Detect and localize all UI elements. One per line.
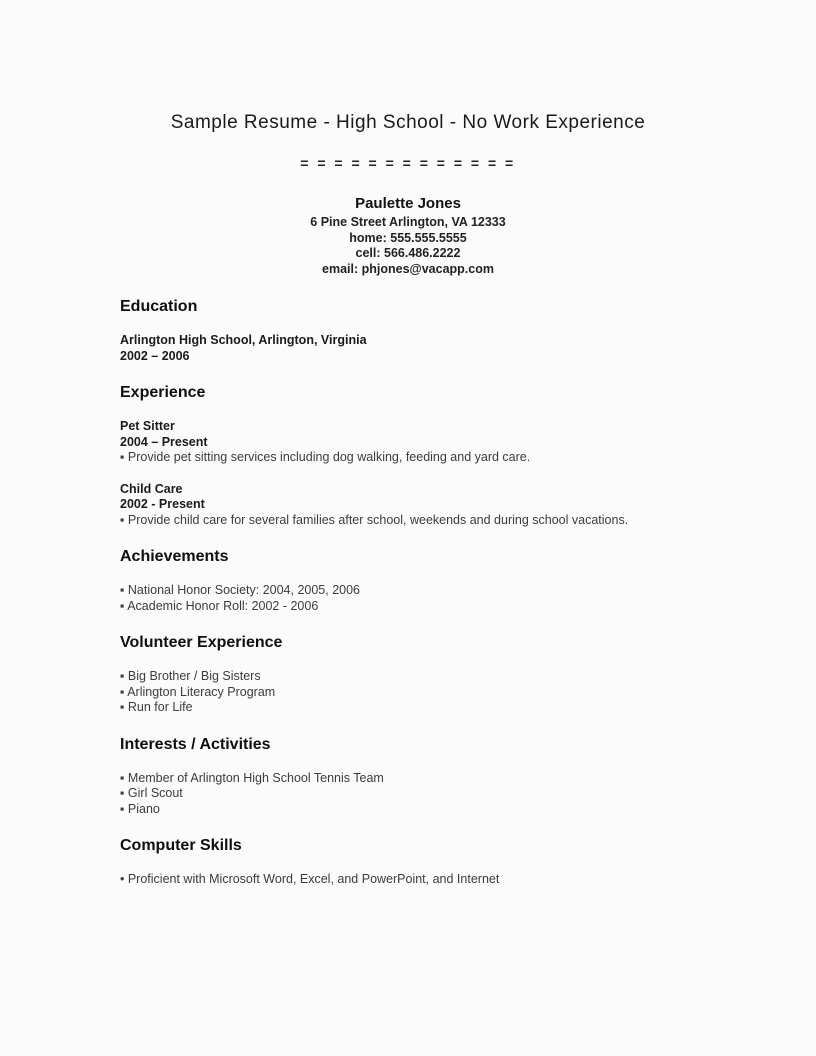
contact-block <box>0 195 816 277</box>
interest-item: ▪ Girl Scout <box>120 786 183 800</box>
contact-cell-phone: cell: 566.486.2222 <box>355 246 461 260</box>
job-bullet: ▪ Provide pet sitting services including dog walking, feeding and yard care. <box>120 450 531 464</box>
interest-item: ▪ Member of Arlington High School Tennis Team <box>120 770 384 785</box>
equals-divider: = = = = = = = = = = = = = <box>300 155 516 171</box>
education-entry <box>120 333 696 364</box>
achievements-list <box>120 583 696 614</box>
interest-item: ▪ Piano <box>120 801 160 816</box>
section-interests <box>120 736 696 818</box>
achievement-item: ▪ Academic Honor Roll: 2002 - 2006 <box>120 598 319 613</box>
job-entry <box>120 419 696 466</box>
resume-body <box>0 298 816 888</box>
section-computer-skills <box>120 837 696 888</box>
volunteer-item: ▪ Arlington Literacy Program <box>120 684 276 699</box>
achievement-item: ▪ National Honor Society: 2004, 2005, 2006 <box>120 583 361 597</box>
job-title: Pet Sitter <box>120 419 175 433</box>
job-dates: 2004 – Present <box>120 434 208 449</box>
volunteer-list <box>120 669 696 716</box>
contact-email: email: phjones@vacapp.com <box>322 261 494 276</box>
section-heading-education: Education <box>120 298 198 315</box>
contact-address: 6 Pine Street Arlington, VA 12333 <box>310 215 506 229</box>
section-education <box>120 298 696 364</box>
section-heading-interests: Interests / Activities <box>120 735 271 753</box>
computer-skill-item: • Proficient with Microsoft Word, Excel, and PowerPoint, and Internet <box>120 872 500 886</box>
section-experience <box>120 384 696 528</box>
volunteer-item: ▪ Big Brother / Big Sisters <box>120 669 261 683</box>
job-bullet: ▪ Provide child care for several families after school, weekends and during school vacations. <box>120 512 629 527</box>
job-entry <box>120 482 696 529</box>
section-heading-achievements: Achievements <box>120 548 229 565</box>
education-school: Arlington High School, Arlington, Virginia <box>120 333 367 347</box>
resume-title: Sample Resume - High School - No Work Experience <box>170 112 646 133</box>
interests-list <box>120 771 696 818</box>
section-heading-volunteer: Volunteer Experience <box>120 634 283 651</box>
section-volunteer <box>120 634 696 716</box>
job-title: Child Care <box>120 481 183 496</box>
contact-home-phone: home: 555.555.5555 <box>349 230 467 245</box>
contact-name: Paulette Jones <box>355 195 461 212</box>
section-heading-experience: Experience <box>120 384 206 401</box>
section-heading-computer-skills: Computer Skills <box>120 837 242 854</box>
job-dates: 2002 - Present <box>120 497 205 511</box>
computer-skills-list <box>120 872 696 888</box>
section-achievements <box>120 548 696 614</box>
volunteer-item: ▪ Run for Life <box>120 700 193 714</box>
education-years: 2002 – 2006 <box>120 348 190 363</box>
